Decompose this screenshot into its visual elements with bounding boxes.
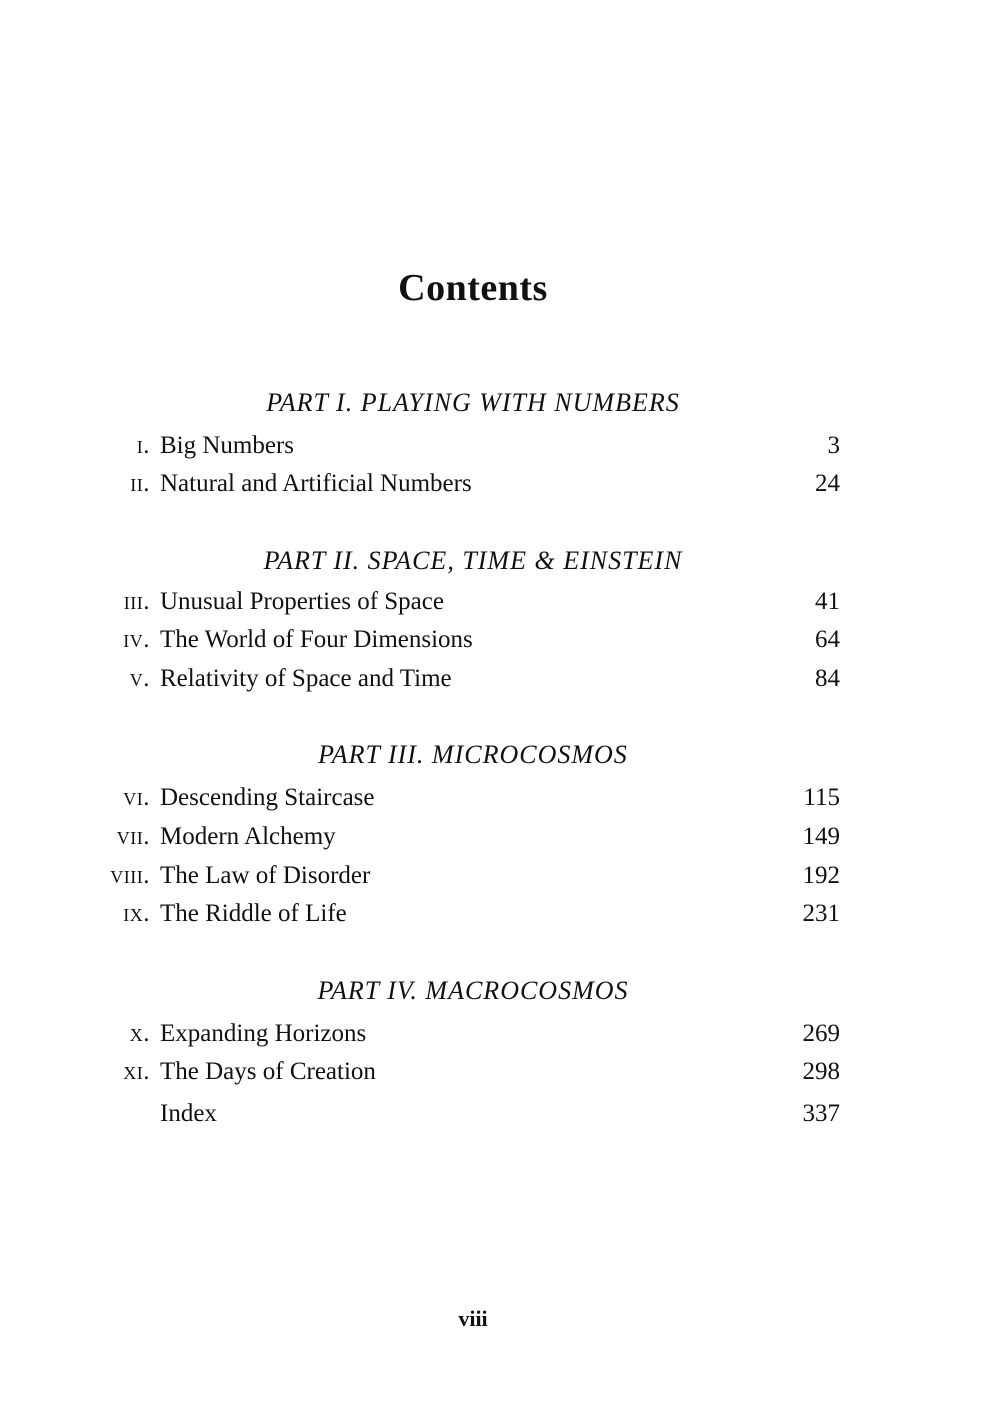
toc-entry bbox=[0, 900, 1000, 934]
chapter-title: The Days of Creation bbox=[160, 1058, 376, 1085]
page-number: 269 bbox=[802, 1020, 840, 1047]
part-heading: PART III. MICROCOSMOS bbox=[318, 740, 628, 769]
chapter-title: Expanding Horizons bbox=[160, 1020, 367, 1047]
part-heading: PART I. PLAYING WITH NUMBERS bbox=[266, 388, 680, 417]
chapter-title: Relativity of Space and Time bbox=[160, 665, 452, 692]
toc-entry bbox=[0, 432, 1000, 466]
chapter-numeral: xi. bbox=[123, 1058, 150, 1085]
toc-entry bbox=[0, 626, 1000, 660]
toc-entry bbox=[0, 470, 1000, 504]
toc-entry bbox=[0, 1100, 1000, 1134]
chapter-title: Descending Staircase bbox=[160, 784, 375, 811]
toc-entry bbox=[0, 784, 1000, 818]
page-number: 298 bbox=[802, 1058, 840, 1085]
page-folio: viii bbox=[458, 1306, 488, 1331]
page-number: 115 bbox=[803, 784, 840, 811]
toc-entry bbox=[0, 665, 1000, 699]
chapter-numeral: ii. bbox=[130, 470, 150, 497]
chapter-title: The Law of Disorder bbox=[160, 862, 371, 889]
page-number: 337 bbox=[802, 1100, 840, 1127]
chapter-title: Natural and Artificial Numbers bbox=[160, 470, 472, 497]
chapter-numeral: ix. bbox=[123, 900, 150, 927]
page-number: 84 bbox=[815, 665, 840, 692]
chapter-numeral: v. bbox=[129, 665, 150, 692]
page-number: 24 bbox=[815, 470, 840, 497]
part-heading: PART II. SPACE, TIME & EINSTEIN bbox=[263, 546, 683, 575]
chapter-numeral: x. bbox=[129, 1020, 150, 1047]
toc-entry bbox=[0, 823, 1000, 857]
chapter-numeral: vi. bbox=[123, 784, 150, 811]
chapter-title: Modern Alchemy bbox=[160, 823, 336, 850]
chapter-numeral: i. bbox=[136, 432, 150, 459]
chapter-numeral: iv. bbox=[123, 626, 150, 653]
toc-entry bbox=[0, 1058, 1000, 1092]
chapter-numeral: viii. bbox=[110, 862, 150, 889]
chapter-title: Big Numbers bbox=[160, 432, 295, 459]
page-number: 149 bbox=[802, 823, 840, 850]
chapter-title: Unusual Properties of Space bbox=[160, 588, 444, 615]
page-number: 3 bbox=[827, 432, 840, 459]
toc-entry bbox=[0, 1020, 1000, 1054]
chapter-numeral: vii. bbox=[116, 823, 150, 850]
chapter-numeral: iii. bbox=[123, 588, 150, 615]
page-number: 231 bbox=[802, 900, 840, 927]
toc-entry bbox=[0, 862, 1000, 896]
chapter-title: The Riddle of Life bbox=[160, 900, 347, 927]
part-heading: PART IV. MACROCOSMOS bbox=[317, 976, 629, 1005]
page-title: Contents bbox=[398, 267, 548, 309]
chapter-title: Index bbox=[160, 1100, 217, 1127]
chapter-title: The World of Four Dimensions bbox=[160, 626, 473, 653]
toc-entry bbox=[0, 588, 1000, 622]
page-number: 192 bbox=[802, 862, 840, 889]
page-number: 41 bbox=[815, 588, 840, 615]
page-number: 64 bbox=[815, 626, 840, 653]
